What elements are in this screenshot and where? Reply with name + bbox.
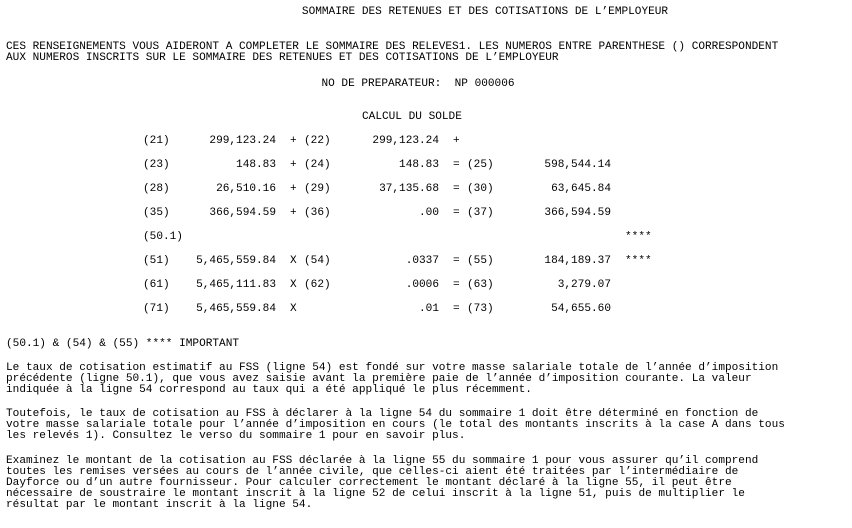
intro-line: AUX NUMEROS INSCRITS SUR LE SOMMAIRE DES RETENUES ET DES COTISATIONS DE L’EMPLOYEUR [6, 52, 559, 64]
calc-cell-v3: 63,645.84 [551, 183, 611, 195]
calc-cell-op1: + [290, 135, 297, 147]
intro-text [6, 42, 846, 64]
calc-cell-v1: 148.83 [236, 159, 276, 171]
paragraph-line: nécessaire de soustraire le montant inscrit à la ligne 52 de celui inscrit à la ligne 51, puis de multiplier le [6, 488, 745, 500]
calc-cell-v1: 26,510.16 [216, 183, 276, 195]
report-title: SOMMAIRE DES RETENUES ET DES COTISATIONS DE L’EMPLOYEUR [301, 6, 669, 18]
paragraph-line: résultat par le montant inscrit à la ligne 54. [6, 499, 313, 511]
calc-cell-v1: 5,465,111.83 [196, 279, 276, 291]
calc-row [0, 232, 852, 244]
calc-cell-c2: (22) [304, 135, 331, 147]
calc-cell-c3: (37) [467, 207, 494, 219]
calc-section-title: CALCUL DU SOLDE [362, 111, 462, 123]
calc-cell-op2: = [453, 255, 460, 267]
calc-row [0, 256, 852, 268]
calc-cell-c3: (25) [467, 159, 494, 171]
calc-cell-c1: (35) [143, 207, 170, 219]
calc-cell-v1: 366,594.59 [209, 207, 276, 219]
calc-cell-v2: .01 [419, 303, 439, 315]
preparer-number: NO DE PREPARATEUR: NP 000006 [321, 78, 515, 90]
calc-row [0, 136, 852, 148]
calc-cell-c2: (54) [304, 255, 331, 267]
calc-cell-v3: 598,544.14 [544, 159, 611, 171]
paragraph-line: précédente (ligne 50.1), que vous avez saisie avant la première paie de l’année d’imposition courante. La valeur [6, 373, 752, 385]
paragraph-line: Dayforce ou d’un autre fournisseur. Pour calculer correctement le montant déclaré à la ligne 55, il peut être [6, 477, 732, 489]
calc-cell-v2: 37,135.68 [379, 183, 439, 195]
calc-cell-op1: X [290, 303, 297, 315]
calc-cell-op1: + [290, 159, 297, 171]
calc-cell-v2: .0337 [405, 255, 439, 267]
calc-row [0, 304, 852, 316]
calc-cell-c2: (36) [304, 207, 331, 219]
calc-cell-c1: (71) [143, 303, 170, 315]
calc-cell-v2: 148.83 [399, 159, 439, 171]
calc-cell-stars: **** [625, 231, 652, 243]
intro-line: CES RENSEIGNEMENTS VOUS AIDERONT A COMPLETER LE SOMMAIRE DES RELEVES1. LES NUMEROS ENTRE PARENTHESE () CORRESPONDENT [6, 41, 779, 53]
calc-cell-op2: = [453, 183, 460, 195]
calc-cell-op2: + [453, 135, 460, 147]
calc-cell-v1: 5,465,559.84 [196, 255, 276, 267]
calc-cell-op2: = [453, 207, 460, 219]
paragraph-line: Toutefois, le taux de cotisation au FSS à déclarer à la ligne 54 du sommaire 1 doit être déterminé en fonction de [6, 408, 759, 420]
calc-cell-op1: X [290, 255, 297, 267]
calc-cell-c3: (63) [467, 279, 494, 291]
calc-cell-v2: .0006 [405, 279, 439, 291]
calc-cell-op2: = [453, 159, 460, 171]
calc-cell-c2: (24) [304, 159, 331, 171]
calc-cell-op2: = [453, 279, 460, 291]
calc-cell-op1: + [290, 183, 297, 195]
calc-cell-c1: (28) [143, 183, 170, 195]
calc-cell-v2: 299,123.24 [372, 135, 439, 147]
calc-row [0, 280, 852, 292]
calc-row [0, 184, 852, 196]
calc-cell-c1: (61) [143, 279, 170, 291]
paragraph [6, 409, 848, 442]
calc-cell-c2: (29) [304, 183, 331, 195]
important-heading: (50.1) & (54) & (55) **** IMPORTANT [6, 338, 240, 350]
calc-cell-v1: 5,465,559.84 [196, 303, 276, 315]
paragraph-line: toutes les remises versées au cours de l’année civile, que celles-ci aient été traitées par l’intermédiaire de [6, 466, 739, 478]
calc-cell-c3: (73) [467, 303, 494, 315]
paragraph [6, 363, 848, 396]
calc-cell-v3: 184,189.37 [544, 255, 611, 267]
calc-cell-op1: X [290, 279, 297, 291]
calc-cell-v3: 366,594.59 [544, 207, 611, 219]
calc-row [0, 160, 852, 172]
calc-cell-op1: + [290, 207, 297, 219]
calc-cell-op2: = [453, 303, 460, 315]
paragraph-line: Examinez le montant de la cotisation au FSS déclarée à la ligne 55 du sommaire 1 pour vous assurer qu’il comprend [6, 455, 759, 467]
paragraph-line: Le taux de cotisation estimatif au FSS (ligne 54) est fondé sur votre masse salariale totale de l’année d’imposition [6, 362, 779, 374]
calc-cell-stars: **** [625, 255, 652, 267]
calc-cell-c3: (55) [467, 255, 494, 267]
calc-cell-c3: (30) [467, 183, 494, 195]
paragraph-line: indiquée à la ligne 54 correspond au taux qui a été appliqué le plus récemment. [6, 384, 532, 396]
calc-cell-c1: (21) [143, 135, 170, 147]
calc-cell-c1: (51) [143, 255, 170, 267]
calc-cell-c1: (50.1) [143, 231, 183, 243]
paragraph [6, 456, 848, 511]
paragraph-line: les relevés 1). Consultez le verso du sommaire 1 pour en savoir plus. [6, 430, 466, 442]
calc-cell-v2: .00 [419, 207, 439, 219]
calc-cell-v1: 299,123.24 [209, 135, 276, 147]
calc-cell-c1: (23) [143, 159, 170, 171]
calc-row [0, 208, 852, 220]
paragraph-line: votre masse salariale totale pour l’année d’imposition en cours (le total des montants inscrits à la case A dans tous [6, 419, 785, 431]
calc-cell-v3: 3,279.07 [557, 279, 611, 291]
calc-cell-c2: (62) [304, 279, 331, 291]
calc-cell-v3: 54,655.60 [551, 303, 611, 315]
